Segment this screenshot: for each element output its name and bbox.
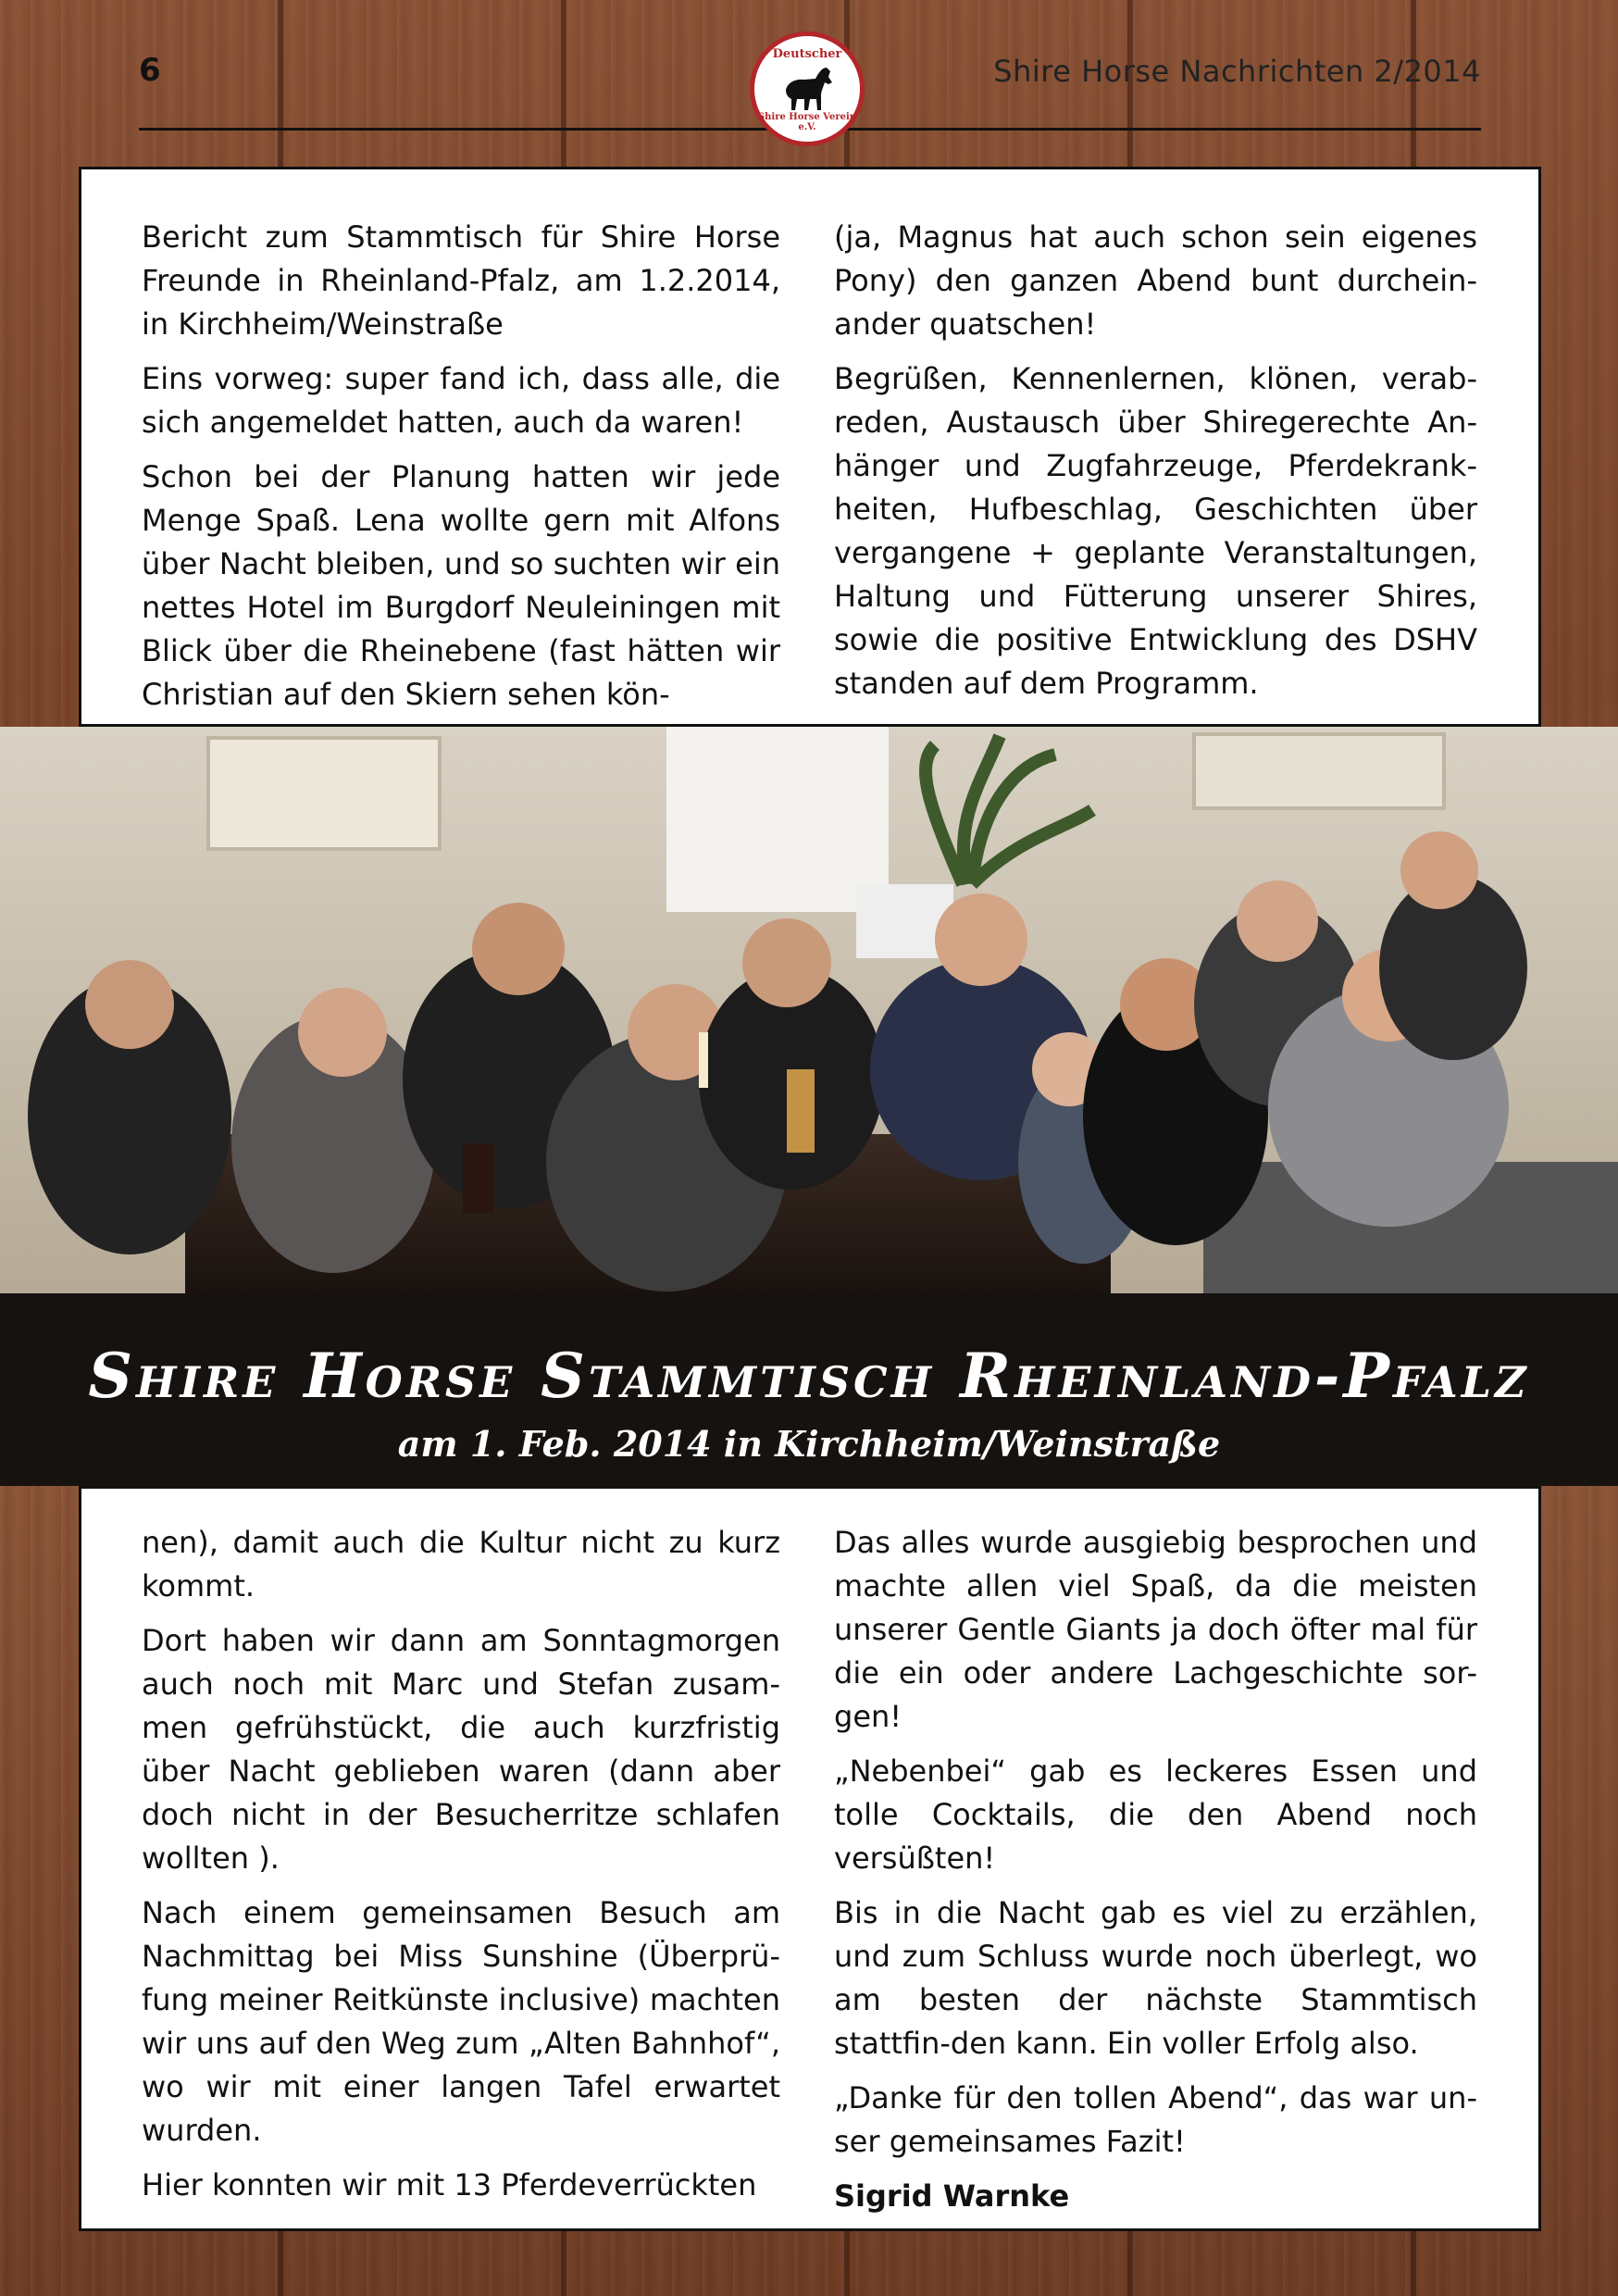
article-top-column-2 <box>834 216 1477 717</box>
paragraph: Nach einem gemeinsamen Besuch am Nachmittag bei Miss Sunshine (Überprü-fung meiner Reitkünste inclusive) machten wir uns auf den Weg zum „Alten Bahnhof“, wo wir mit einer langen Tafel erwartet wurden. <box>142 1895 780 2148</box>
paragraph: Bis in die Nacht gab es viel zu erzählen, und zum Schluss wurde noch überlegt, wo am besten der nächste Stammtisch stattfin-den kann. Ein voller Erfolg also. <box>834 1895 1477 2061</box>
horse-icon <box>778 62 836 116</box>
paragraph: „Danke für den tollen Abend“, das war un-ser gemeinsames Fazit! <box>834 2080 1477 2159</box>
paragraph: Das alles wurde ausgiebig besprochen und machte allen viel Spaß, da die meisten unserer Gentle Giants ja doch öfter mal für die ein oder andere Lachgeschichte sor-gen! <box>834 1525 1477 1734</box>
caption-title: Shire Horse Stammtisch Rheinland-Pfalz <box>88 1340 1530 1412</box>
paragraph: Bericht zum Stammtisch für Shire Horse Freunde in Rheinland-Pfalz, am 1.2.2014, in Kirchheim/Weinstraße <box>142 219 780 342</box>
paragraph: „Nebenbei“ gab es leckeres Essen und tolle Cocktails, die den Abend noch versüßten! <box>834 1753 1477 1876</box>
article-panel-top <box>79 167 1541 727</box>
logo-text-top: Deutscher <box>772 47 842 61</box>
caption-subtitle: am 1. Feb. 2014 in Kirchheim/Weinstraße <box>397 1423 1221 1465</box>
article-panel-bottom <box>79 1486 1541 2231</box>
paragraph: Hier konnten wir mit 13 Pferdeverrückten <box>142 2167 757 2202</box>
article-top-column-1 <box>142 216 780 728</box>
article-bottom-column-2 <box>834 1521 1477 2229</box>
logo-text-bottom: Shire Horse Verein e.V. <box>757 112 857 132</box>
dshv-logo <box>750 31 865 146</box>
paragraph: Begrüßen, Kennenlernen, klönen, verab-reden, Austausch über Shiregerechte An-hänger und Zugfahrzeuge, Pferdekrank-heiten, Hufbeschlag, Geschichten über vergangene + geplante Veranstaltungen, Haltung und Fütterung unserer Shires, sowie die positive Entwicklung des DSHV standen auf dem Programm. <box>834 361 1477 701</box>
photo-band <box>0 727 1618 1486</box>
group-photo <box>0 727 1618 1293</box>
paragraph: Schon bei der Planung hatten wir jede Menge Spaß. Lena wollte gern mit Alfons über Nacht bleiben, und so suchten wir ein nettes Hotel im Burgdorf Neuleiningen mit Blick über die Rheinebene (fast hätten wir Christian auf den Skiern sehen kön- <box>142 459 780 712</box>
paragraph: nen), damit auch die Kultur nicht zu kurz kommt. <box>142 1525 780 1603</box>
paragraph: Dort haben wir dann am Sonntagmorgen auch noch mit Marc und Stefan zusam-men gefrühstückt, die auch kurzfristig über Nacht geblieben waren (dann aber doch nicht in der Besucherritze schlafen wollten ). <box>142 1623 780 1876</box>
paragraph: (ja, Magnus hat auch schon sein eigenes Pony) den ganzen Abend bunt durchein-ander quatschen! <box>834 219 1477 342</box>
photo-caption <box>0 1293 1618 1486</box>
page-number: 6 <box>139 52 161 89</box>
paragraph: Eins vorweg: super fand ich, dass alle, die sich angemeldet hatten, auch da waren! <box>142 361 780 440</box>
author-signature: Sigrid Warnke <box>834 2178 1070 2214</box>
article-bottom-column-1 <box>142 1521 780 2218</box>
magazine-title: Shire Horse Nachrichten 2/2014 <box>993 54 1481 89</box>
